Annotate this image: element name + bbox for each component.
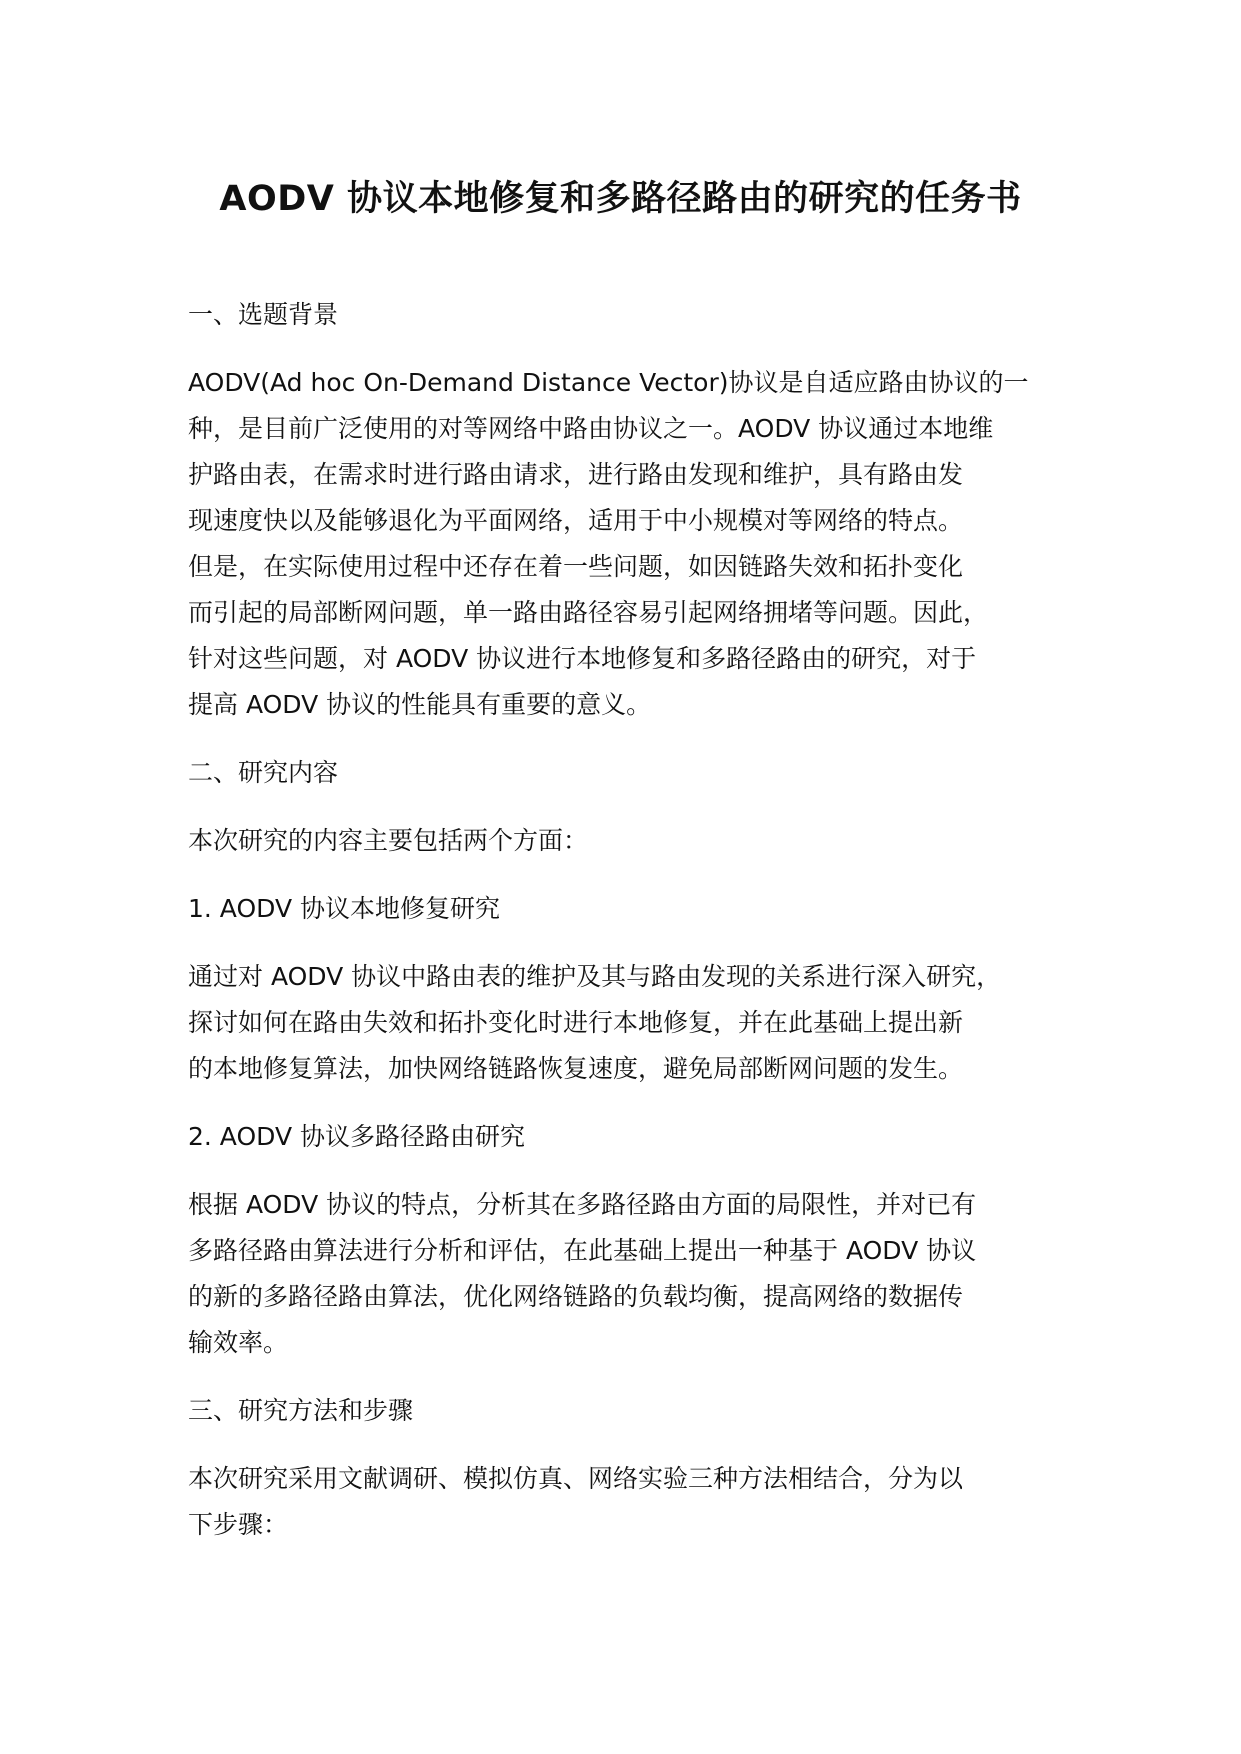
background-paragraph [188,360,1088,728]
item1-paragraph [188,954,1088,1092]
paragraph-line: 的新的多路径路由算法，优化网络链路的负载均衡，提高网络的数据传 [188,1282,964,1311]
content-intro: 本次研究的内容主要包括两个方面： [188,826,589,855]
paragraph-line: 通过对 AODV 协议中路由表的维护及其与路由发现的关系进行深入研究， [188,962,1002,991]
paragraph-line: 下步骤： [188,1510,289,1539]
paragraph-line: 的本地修复算法，加快网络链路恢复速度，避免局部断网问题的发生。 [188,1054,964,1083]
paragraph-line: 现速度快以及能够退化为平面网络，适用于中小规模对等网络的特点。 [188,506,964,535]
paragraph-line: AODV(Ad hoc On-Demand Distance Vector)协议是自适应路由协议的一 [188,368,1029,397]
item1-heading: 1. AODV 协议本地修复研究 [188,894,501,923]
section-heading-background: 一、选题背景 [188,300,339,329]
paragraph-line: 护路由表，在需求时进行路由请求，进行路由发现和维护，具有路由发 [188,460,964,489]
section-heading-content: 二、研究内容 [188,758,339,787]
paragraph-line: 多路径路由算法进行分析和评估，在此基础上提出一种基于 AODV 协议 [188,1236,977,1265]
item2-heading: 2. AODV 协议多路径路由研究 [188,1122,526,1151]
item2-paragraph [188,1182,1088,1366]
paragraph-line: 根据 AODV 协议的特点，分析其在多路径路由方面的局限性，并对已有 [188,1190,977,1219]
method-paragraph [188,1456,1088,1548]
paragraph-line: 但是，在实际使用过程中还存在着一些问题，如因链路失效和拓扑变化 [188,552,964,581]
paragraph-line: 输效率。 [188,1328,289,1357]
paragraph-line: 提高 AODV 协议的性能具有重要的意义。 [188,690,652,719]
document-title: AODV 协议本地修复和多路径路由的研究的任务书 [219,179,1022,219]
paragraph-line: 种，是目前广泛使用的对等网络中路由协议之一。AODV 协议通过本地维 [188,414,994,443]
section-heading-method: 三、研究方法和步骤 [188,1396,414,1425]
paragraph-line: 探讨如何在路由失效和拓扑变化时进行本地修复，并在此基础上提出新 [188,1008,964,1037]
paragraph-line: 本次研究采用文献调研、模拟仿真、网络实验三种方法相结合，分为以 [188,1464,964,1493]
paragraph-line: 而引起的局部断网问题，单一路由路径容易引起网络拥堵等问题。因此， [188,598,989,627]
paragraph-line: 针对这些问题，对 AODV 协议进行本地修复和多路径路由的研究，对于 [188,644,977,673]
document-body [188,292,1088,1570]
